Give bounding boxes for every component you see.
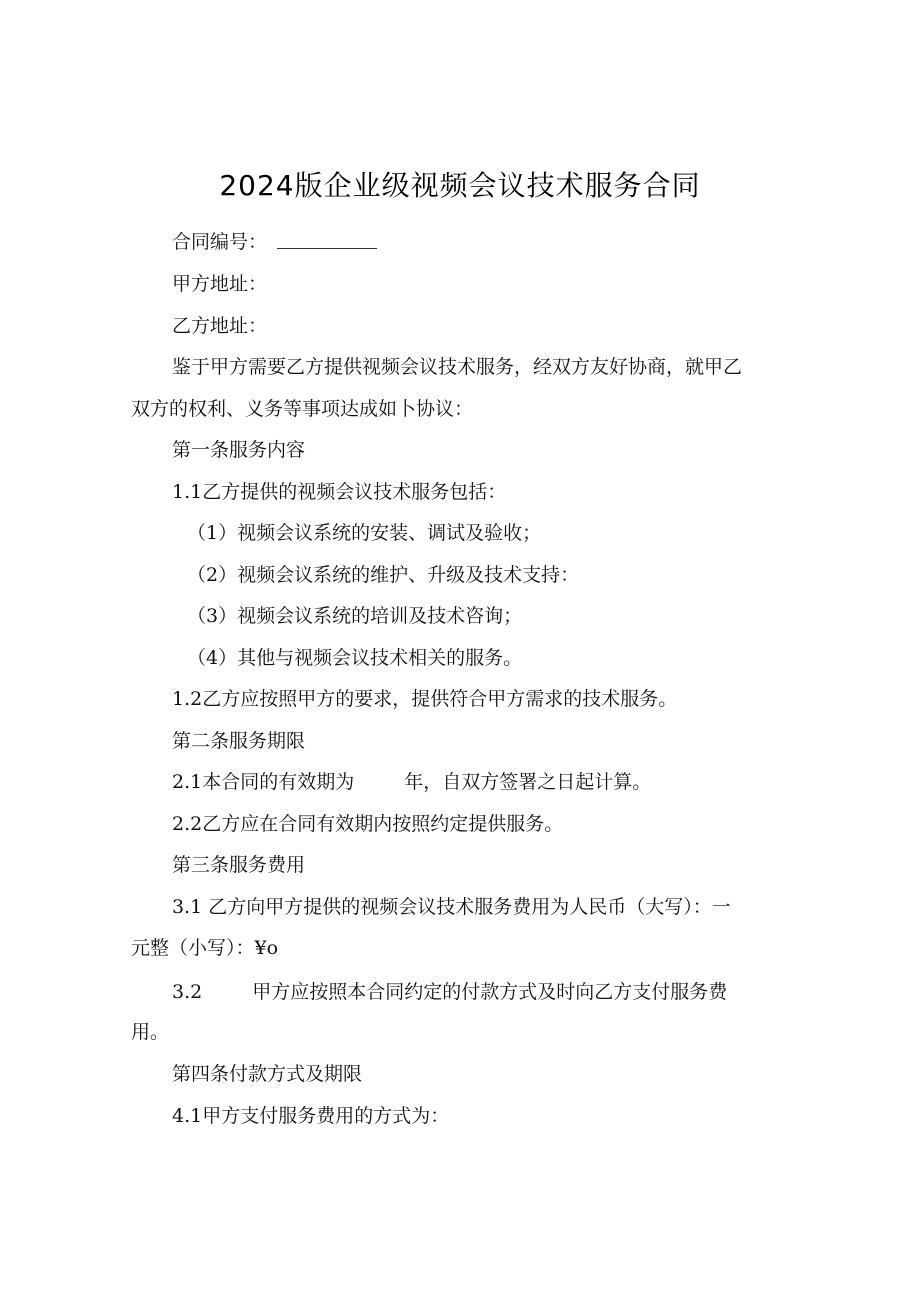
clause-2-1-part-b: 年，自双方签署之日起计算。 [404, 771, 652, 793]
party-b-address: 乙方地址： [172, 315, 268, 337]
clause-2-2: 2.2乙方应在合同有效期内按照约定提供服务。 [172, 813, 564, 835]
document-title: 2024版企业级视频会议技术服务合同 [219, 169, 701, 202]
clause-3-2-number: 3.2 [172, 981, 203, 1003]
article-2-heading: 第二条服务期限 [172, 730, 306, 752]
clause-3-1-line-1: 3.1 乙方向甲方提供的视频会议技术服务费用为人民币（大写）：一 [172, 896, 731, 918]
clause-3-2-text: 甲方应按照本合同约定的付款方式及时向乙方支付服务费 [252, 981, 728, 1003]
clause-1-1: 1.1乙方提供的视频会议技术服务包括： [172, 481, 507, 503]
list-item: （4）其他与视频会议技术相关的服务。 [187, 647, 523, 669]
article-3-heading: 第三条服务费用 [172, 854, 306, 876]
clause-3-1-line-2: 元整（小写）：¥o [131, 937, 279, 959]
preamble-line-1: 鉴于甲方需要乙方提供视频会议技术服务，经双方友好协商，就甲乙 [172, 356, 743, 378]
contract-number-label: 合同编号： [172, 231, 268, 253]
article-1-heading: 第一条服务内容 [172, 439, 306, 461]
clause-2-1 [172, 770, 651, 794]
list-item: （1）视频会议系统的安装、调试及验收； [187, 522, 542, 544]
contract-number-line [172, 230, 377, 254]
preamble-line-2: 双方的权利、义务等事项达成如卜协议： [131, 398, 474, 420]
list-item: （2）视频会议系统的维护、升级及技术支持： [187, 564, 580, 586]
party-a-address: 甲方地址： [172, 273, 268, 295]
contract-number-blank [277, 248, 377, 249]
clause-1-2: 1.2乙方应按照甲方的要求，提供符合甲方需求的技术服务。 [172, 688, 678, 710]
list-item: （3）视频会议系统的培训及技术咨询； [187, 605, 523, 627]
clause-2-1-part-a: 2.1本合同的有效期为 [172, 771, 355, 793]
clause-3-2 [172, 980, 727, 1004]
clause-4-1: 4.1甲方支付服务费用的方式为： [172, 1105, 450, 1127]
article-4-heading: 第四条付款方式及期限 [172, 1063, 363, 1085]
clause-3-2-line-2: 用。 [131, 1021, 170, 1043]
